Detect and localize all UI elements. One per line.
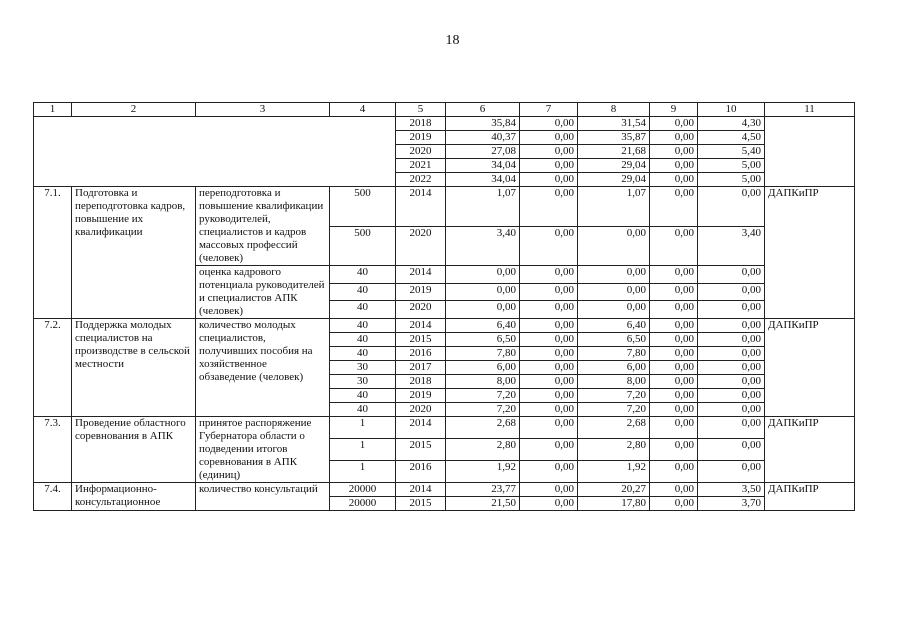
table-cell-local: 0,00: [650, 333, 698, 347]
responsible-executor: ДАПКиПР: [765, 483, 855, 511]
table-cell-year: 2015: [396, 497, 446, 511]
table-cell-target: 30: [330, 375, 396, 389]
table-cell-local: 0,00: [650, 347, 698, 361]
table-cell-target: 1: [330, 461, 396, 483]
table-cell-local: 0,00: [650, 159, 698, 173]
table-cell-other: 0,00: [698, 403, 765, 417]
table-cell-federal: 0,00: [520, 417, 578, 439]
table-cell-federal: 0,00: [520, 319, 578, 333]
table-cell-target: 500: [330, 226, 396, 266]
table-cell-federal: 0,00: [520, 187, 578, 227]
table-cell-other: 3,70: [698, 497, 765, 511]
table-cell-federal: 0,00: [520, 483, 578, 497]
table-cell-target: 40: [330, 301, 396, 319]
table-cell-target: 40: [330, 333, 396, 347]
table-cell-local: 0,00: [650, 483, 698, 497]
program-table: [33, 102, 855, 511]
table-cell-regional: 20,27: [578, 483, 650, 497]
table-cell-total: 34,04: [446, 173, 520, 187]
table-cell-federal: 0,00: [520, 333, 578, 347]
responsible-executor: ДАПКиПР: [765, 417, 855, 483]
table-cell-total: 3,40: [446, 226, 520, 266]
table-cell-year: 2019: [396, 283, 446, 301]
table-cell-local: 0,00: [650, 461, 698, 483]
table-cell-target: 40: [330, 283, 396, 301]
table-cell-regional: 0,00: [578, 226, 650, 266]
table-cell-target: 40: [330, 266, 396, 284]
table-cell-total: 27,08: [446, 145, 520, 159]
column-header: 4: [330, 103, 396, 117]
column-header: 5: [396, 103, 446, 117]
table-cell-year: 2019: [396, 389, 446, 403]
section-number: 7.2.: [34, 319, 72, 417]
indicator-label: переподготовка и повышение квалификации руководителей, специалистов и кадров массовых профессий (человек): [196, 187, 330, 266]
table-cell-total: 6,40: [446, 319, 520, 333]
table-cell-federal: 0,00: [520, 283, 578, 301]
column-header: 10: [698, 103, 765, 117]
table-cell-other: 5,00: [698, 173, 765, 187]
section-number: 7.3.: [34, 417, 72, 483]
table-cell-other: 3,40: [698, 226, 765, 266]
table-cell-target: 1: [330, 439, 396, 461]
column-header: 6: [446, 103, 520, 117]
table-cell-regional: 2,68: [578, 417, 650, 439]
table-cell-year: 2020: [396, 301, 446, 319]
column-header: 2: [72, 103, 196, 117]
table-cell-federal: 0,00: [520, 361, 578, 375]
table-cell-other: 5,40: [698, 145, 765, 159]
table-cell-other: 0,00: [698, 375, 765, 389]
table-cell-year: 2019: [396, 131, 446, 145]
table-cell-local: 0,00: [650, 319, 698, 333]
table-cell-other: 5,00: [698, 159, 765, 173]
table-cell-regional: 31,54: [578, 117, 650, 131]
table-cell-federal: 0,00: [520, 301, 578, 319]
table-cell-other: 0,00: [698, 283, 765, 301]
table-cell-total: 0,00: [446, 283, 520, 301]
table-cell-year: 2014: [396, 266, 446, 284]
table-cell-total: 7,20: [446, 389, 520, 403]
table-cell-regional: 0,00: [578, 283, 650, 301]
table-cell-regional: 7,20: [578, 403, 650, 417]
page-number: 18: [445, 33, 460, 48]
table-cell-target: 30: [330, 361, 396, 375]
continuation-blank: [34, 117, 396, 187]
table-cell-local: 0,00: [650, 131, 698, 145]
indicator-label: оценка кадрового потенциала руководителей и специалистов АПК (человек): [196, 266, 330, 319]
table-cell-local: 0,00: [650, 266, 698, 284]
table-cell-target: 40: [330, 403, 396, 417]
table-row: [34, 483, 855, 497]
table-cell-year: 2020: [396, 403, 446, 417]
table-cell-other: 0,00: [698, 461, 765, 483]
table-cell-local: 0,00: [650, 403, 698, 417]
table-cell-total: 35,84: [446, 117, 520, 131]
table-cell-total: 6,50: [446, 333, 520, 347]
table-cell-total: 0,00: [446, 266, 520, 284]
continuation-resp-blank: [765, 117, 855, 187]
table-cell-federal: 0,00: [520, 145, 578, 159]
table-cell-other: 0,00: [698, 347, 765, 361]
table-cell-other: 0,00: [698, 319, 765, 333]
table-cell-local: 0,00: [650, 417, 698, 439]
table-cell-total: 1,92: [446, 461, 520, 483]
table-cell-other: 4,30: [698, 117, 765, 131]
responsible-executor: ДАПКиПР: [765, 187, 855, 319]
table-cell-total: 23,77: [446, 483, 520, 497]
table-cell-year: 2017: [396, 361, 446, 375]
table-cell-other: 0,00: [698, 266, 765, 284]
table-row: [34, 187, 855, 227]
table-cell-federal: 0,00: [520, 439, 578, 461]
table-cell-year: 2020: [396, 145, 446, 159]
table-cell-total: 21,50: [446, 497, 520, 511]
section-title: Поддержка молодых специалистов на производстве в сельской местности: [72, 319, 196, 417]
table-cell-local: 0,00: [650, 173, 698, 187]
table-cell-year: 2014: [396, 417, 446, 439]
table-row: [34, 417, 855, 439]
table-cell-total: 6,00: [446, 361, 520, 375]
table-cell-other: 0,00: [698, 333, 765, 347]
section-title: Подготовка и переподготовка кадров, повышение их квалификации: [72, 187, 196, 319]
column-header: 1: [34, 103, 72, 117]
indicator-label: количество консультаций: [196, 483, 330, 511]
table-cell-year: 2014: [396, 187, 446, 227]
table-cell-year: 2014: [396, 319, 446, 333]
table-cell-local: 0,00: [650, 283, 698, 301]
table-cell-year: 2022: [396, 173, 446, 187]
table-cell-regional: 29,04: [578, 159, 650, 173]
table-cell-other: 0,00: [698, 439, 765, 461]
table-cell-regional: 1,92: [578, 461, 650, 483]
table-cell-federal: 0,00: [520, 389, 578, 403]
column-header-row: [34, 103, 855, 117]
section-number: 7.1.: [34, 187, 72, 319]
indicator-label: принятое распоряжение Губернатора области о подведении итогов соревнования в АПК (единиц): [196, 417, 330, 483]
table-cell-local: 0,00: [650, 226, 698, 266]
table-cell-regional: 35,87: [578, 131, 650, 145]
table-cell-federal: 0,00: [520, 375, 578, 389]
table-cell-total: 1,07: [446, 187, 520, 227]
table-cell-total: 7,80: [446, 347, 520, 361]
table-cell-regional: 8,00: [578, 375, 650, 389]
table-cell-total: 34,04: [446, 159, 520, 173]
table-cell-total: 7,20: [446, 403, 520, 417]
table-cell-regional: 6,00: [578, 361, 650, 375]
table-cell-local: 0,00: [650, 117, 698, 131]
table-cell-total: 2,80: [446, 439, 520, 461]
table-cell-local: 0,00: [650, 439, 698, 461]
table-cell-local: 0,00: [650, 375, 698, 389]
table-cell-other: 3,50: [698, 483, 765, 497]
table-cell-regional: 7,80: [578, 347, 650, 361]
table-cell-regional: 6,40: [578, 319, 650, 333]
table-cell-federal: 0,00: [520, 131, 578, 145]
column-header: 3: [196, 103, 330, 117]
table-cell-total: 8,00: [446, 375, 520, 389]
table-cell-regional: 2,80: [578, 439, 650, 461]
table-cell-year: 2014: [396, 483, 446, 497]
table-cell-year: 2016: [396, 347, 446, 361]
table-cell-other: 0,00: [698, 187, 765, 227]
table-row: [34, 319, 855, 333]
indicator-label: количество молодых специалистов, получивших пособия на хозяйственное обзаведение (человек): [196, 319, 330, 417]
table-cell-target: 40: [330, 389, 396, 403]
table-cell-regional: 6,50: [578, 333, 650, 347]
column-header: 11: [765, 103, 855, 117]
table-cell-regional: 0,00: [578, 266, 650, 284]
table-cell-local: 0,00: [650, 389, 698, 403]
column-header: 9: [650, 103, 698, 117]
table-cell-target: 40: [330, 347, 396, 361]
table-cell-regional: 29,04: [578, 173, 650, 187]
table-cell-year: 2015: [396, 439, 446, 461]
column-header: 8: [578, 103, 650, 117]
table-cell-local: 0,00: [650, 361, 698, 375]
table-cell-year: 2015: [396, 333, 446, 347]
table-cell-federal: 0,00: [520, 347, 578, 361]
table-cell-federal: 0,00: [520, 159, 578, 173]
table-cell-year: 2021: [396, 159, 446, 173]
table-cell-regional: 0,00: [578, 301, 650, 319]
table-cell-target: 20000: [330, 483, 396, 497]
table-cell-target: 20000: [330, 497, 396, 511]
table-cell-target: 40: [330, 319, 396, 333]
responsible-executor: ДАПКиПР: [765, 319, 855, 417]
table-cell-year: 2016: [396, 461, 446, 483]
table-cell-target: 500: [330, 187, 396, 227]
table-cell-regional: 17,80: [578, 497, 650, 511]
section-title: Информационно-консультационное: [72, 483, 196, 511]
table-cell-local: 0,00: [650, 301, 698, 319]
table-cell-regional: 21,68: [578, 145, 650, 159]
table-cell-other: 0,00: [698, 301, 765, 319]
table-cell-year: 2018: [396, 117, 446, 131]
table-cell-other: 0,00: [698, 389, 765, 403]
table-cell-federal: 0,00: [520, 266, 578, 284]
table-cell-federal: 0,00: [520, 173, 578, 187]
table-cell-target: 1: [330, 417, 396, 439]
table-cell-total: 2,68: [446, 417, 520, 439]
table-row: [34, 117, 855, 131]
table-cell-local: 0,00: [650, 497, 698, 511]
table-cell-federal: 0,00: [520, 226, 578, 266]
section-title: Проведение областного соревнования в АПК: [72, 417, 196, 483]
table-cell-federal: 0,00: [520, 497, 578, 511]
table-cell-other: 0,00: [698, 417, 765, 439]
section-number: 7.4.: [34, 483, 72, 511]
table-cell-federal: 0,00: [520, 117, 578, 131]
table-cell-year: 2020: [396, 226, 446, 266]
table-cell-other: 4,50: [698, 131, 765, 145]
table-cell-total: 40,37: [446, 131, 520, 145]
table-cell-federal: 0,00: [520, 403, 578, 417]
table-cell-federal: 0,00: [520, 461, 578, 483]
table-cell-regional: 7,20: [578, 389, 650, 403]
column-header: 7: [520, 103, 578, 117]
table-cell-total: 0,00: [446, 301, 520, 319]
table-cell-regional: 1,07: [578, 187, 650, 227]
table-cell-local: 0,00: [650, 187, 698, 227]
table-cell-other: 0,00: [698, 361, 765, 375]
table-cell-year: 2018: [396, 375, 446, 389]
table-cell-local: 0,00: [650, 145, 698, 159]
